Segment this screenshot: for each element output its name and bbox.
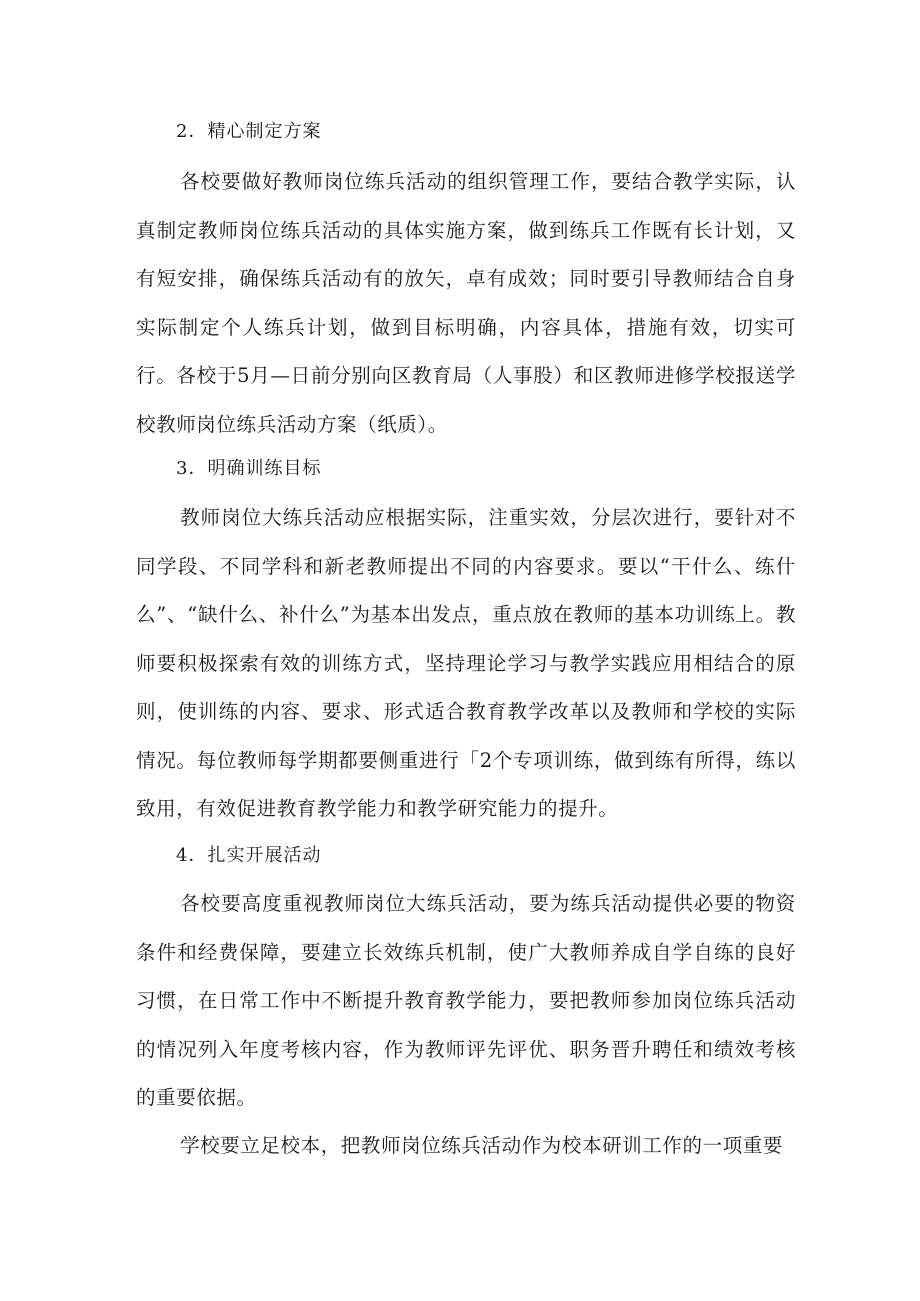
- section-heading-4: 4．扎实开展活动: [176, 845, 322, 866]
- section-paragraph-4b: 学校要立足校本，把教师岗位练兵活动作为校本研训工作的一项重要: [180, 1134, 784, 1157]
- section-paragraph-3: 教师岗位大练兵活动应根据实际，注重实效，分层次进行，要针对不同学段、不同学科和新老教师提出不同的内容要求。要以“干什么、练什么”、“缺什么、补什么”为基本出发点，重点放在教师的基本功训练上。教师要积极探索有效的训练方式，坚持理论学习与教学实践应用相结合的原则，使训练的内容、要求、形式适合教育教学改革以及教师和学校的实际情况。每位教师每学期都要侧重进行「2个专项训练，做到练有所得，练以致用，有效促进教育教学能力和教学研究能力的提升。: [136, 506, 796, 820]
- section-paragraph-4: 各校要高度重视教师岗位大练兵活动，要为练兵活动提供必要的物资条件和经费保障，要建立长效练兵机制，使广大教师养成自学自练的良好习惯，在日常工作中不断提升教育教学能力，要把教师参加岗位练兵活动的情况列入年度考核内容，作为教师评先评优、职务晋升聘任和绩效考核的重要依据。: [136, 892, 796, 1109]
- section-heading-2: 2．精心制定方案: [176, 121, 322, 142]
- section-paragraph-2: 各校要做好教师岗位练兵活动的组织管理工作，要结合教学实际，认真制定教师岗位练兵活动的具体实施方案，做到练兵工作既有长计划，又有短安排，确保练兵活动有的放矢，卓有成效；同时要引导教师结合自身实际制定个人练兵计划，做到目标明确，内容具体，措施有效，切实可行。各校于5月—日前分别向区教育局（人事股）和区教师进修学校报送学校教师岗位练兵活动方案（纸质）。: [136, 170, 796, 436]
- section-heading-3: 3．明确训练目标: [176, 458, 322, 479]
